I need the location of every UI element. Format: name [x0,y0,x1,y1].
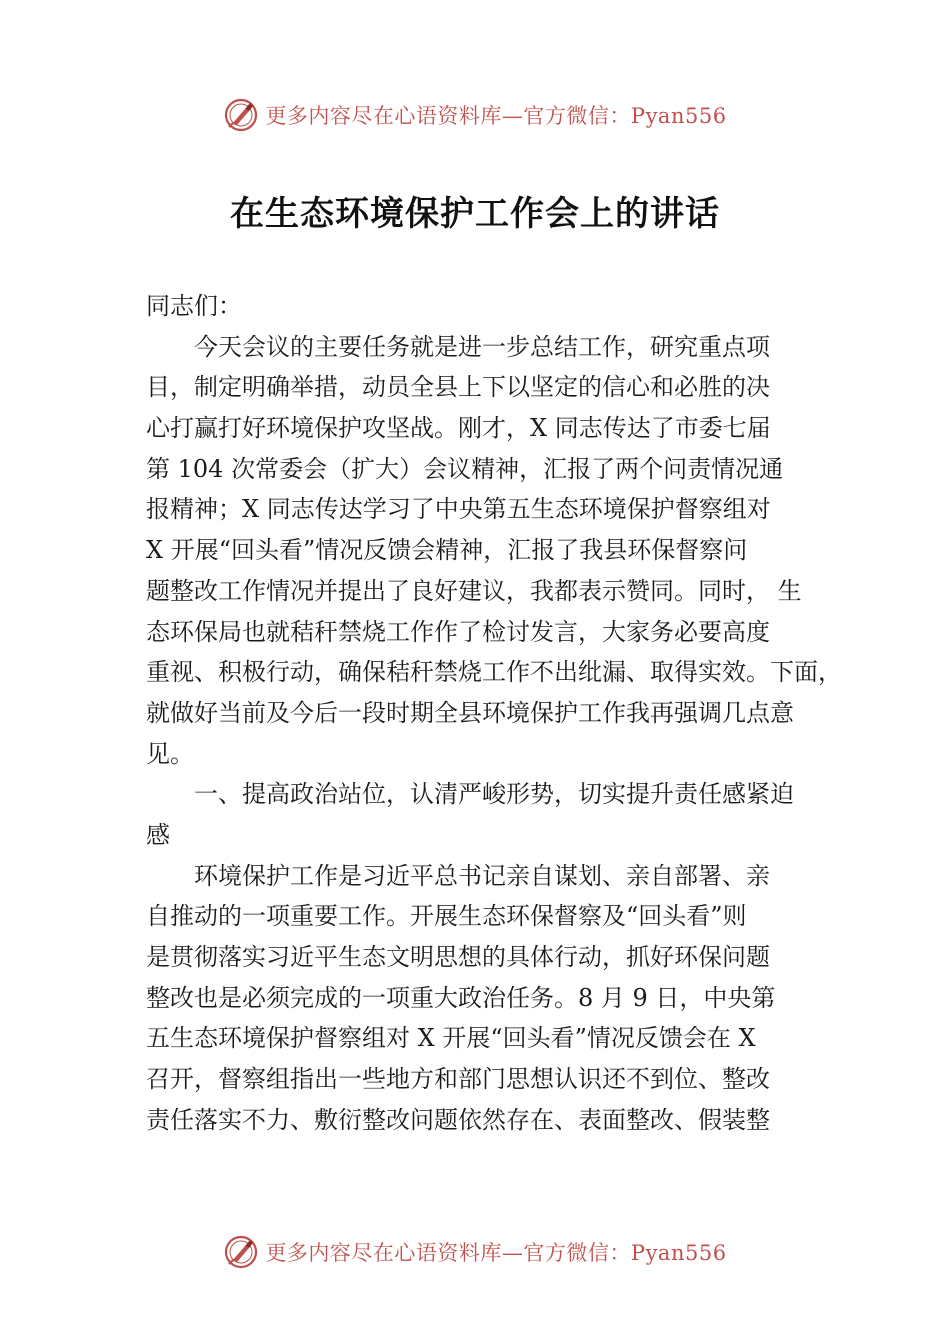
body-line: 是贯彻落实习近平生态文明思想的具体行动，抓好环保问题 [146,943,770,971]
body-line: 目，制定明确举措，动员全县上下以坚定的信心和必胜的决 [146,373,770,402]
body-line: 态环保局也就秸秆禁烧工作作了检讨发言，大家务必要高度 [146,617,770,646]
body-line: 五生态环境保护督察组对 X 开展“回头看”情况反馈会在 X [146,1024,756,1053]
body-line: 心打赢打好环境保护攻坚战。刚才，X 同志传达了市委七届 [146,414,771,443]
document-title: 在生态环境保护工作会上的讲话 [230,194,720,234]
body-line: 就做好当前及今后一段时期全县环境保护工作我再强调几点意 [146,698,794,727]
body-line: 责任落实不力、敷衍整改问题依然存在、表面整改、假装整 [146,1105,770,1134]
salutation: 同志们： [146,292,242,320]
body-line: 重视、积极行动，确保秸秆禁烧工作不出纰漏、取得实效。下面， [146,658,842,687]
body-line: 见。 [146,739,194,768]
body-line: X 开展“回头看”情况反馈会精神，汇报了我县环保督察问 [146,536,748,565]
pen-nib-logo-icon [223,1234,259,1270]
document-body [146,286,842,1140]
body-line: 环境保护工作是习近平总书记亲自谋划、亲自部署、亲 [194,861,770,890]
pen-nib-logo-icon [223,97,259,133]
watermark-text: 更多内容尽在心语资料库—官方微信：Pyan556 [265,104,727,128]
body-line: 整改也是必须完成的一项重大政治任务。8 月 9 日，中央第 [146,983,776,1012]
body-line: 今天会议的主要任务就是进一步总结工作，研究重点项 [194,332,770,361]
body-line: 自推动的一项重要工作。开展生态环保督察及“回头看”则 [146,902,747,931]
body-line: 题整改工作情况并提出了良好建议，我都表示赞同。同时， 生 [146,576,802,605]
section-heading-line: 一、提高政治站位，认清严峻形势，切实提升责任感紧迫 [194,780,794,809]
body-line: 召开，督察组指出一些地方和部门思想认识还不到位、整改 [146,1065,770,1094]
footer-watermark [0,1232,950,1272]
body-line: 报精神；X 同志传达学习了中央第五生态环境保护督察组对 [146,495,771,524]
section-heading-line: 感 [146,820,170,849]
header-watermark [0,95,950,135]
body-line: 第 104 次常委会（扩大）会议精神，汇报了两个问责情况通 [146,454,784,483]
watermark-text: 更多内容尽在心语资料库—官方微信：Pyan556 [265,1241,727,1265]
